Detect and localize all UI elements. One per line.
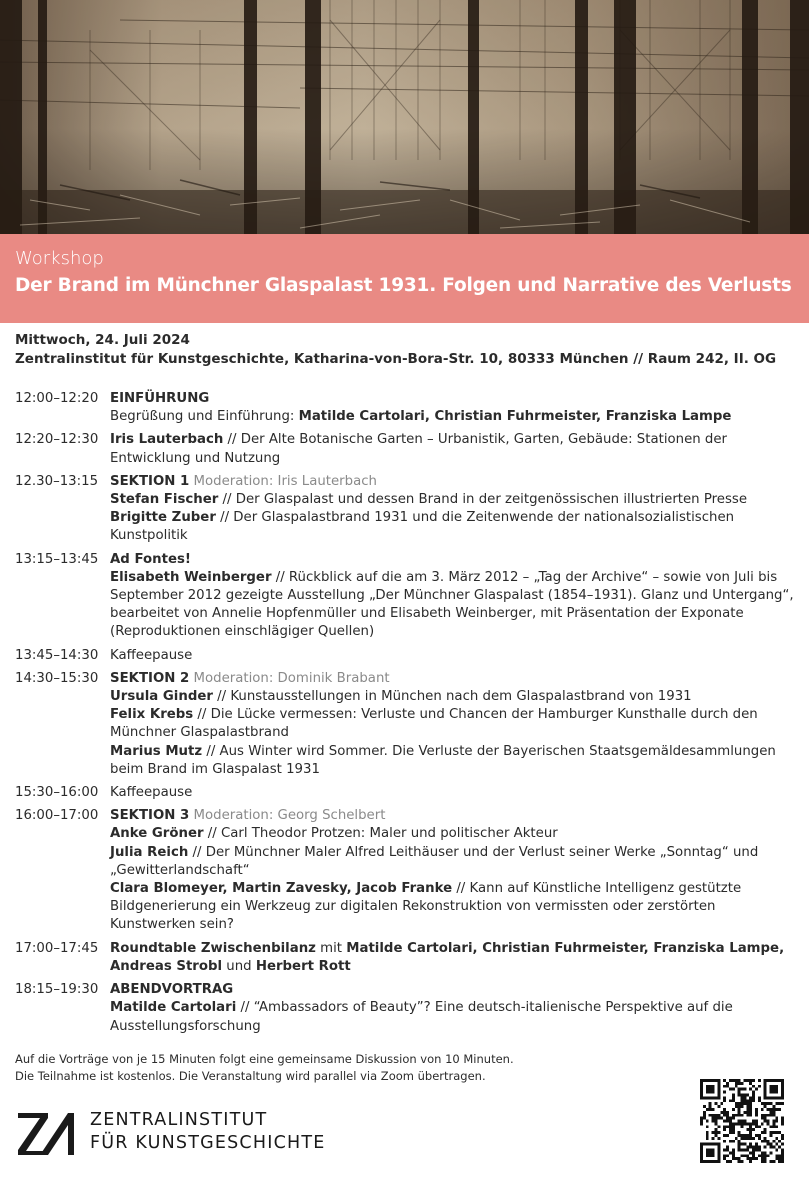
schedule-line [110, 431, 795, 467]
schedule-text: // Aus Winter wird Sommer. Die Verluste der Bayerischen Staatsgemäldesammlungen beim Brand im Glaspalast 1931 [110, 743, 776, 777]
moderation-text: Moderation: Dominik Brabant [189, 670, 390, 686]
zi-logo-mark-icon [18, 1113, 80, 1155]
schedule-bold-text: SEKTION 3 [110, 808, 190, 824]
schedule-bold-text: Anke Gröner [110, 826, 204, 842]
logo-line-2: FÜR KUNSTGESCHICHTE [90, 1133, 326, 1153]
schedule-bold-text: Felix Krebs [110, 707, 194, 723]
schedule-text: // Die Lücke vermessen: Verluste und Chancen der Hamburger Kunsthalle durch den Münchner Glaspalastbrand [110, 707, 758, 741]
schedule-line [110, 981, 795, 999]
schedule-time: 12:00–12:20 [15, 391, 99, 406]
footer-notes [15, 1051, 514, 1085]
schedule-line [110, 940, 795, 976]
hero-photo [0, 0, 809, 234]
title-band [0, 234, 809, 323]
schedule-line [110, 390, 795, 408]
schedule-bold-text: Stefan Fischer [110, 492, 219, 508]
schedule-line [110, 807, 795, 825]
event-meta [15, 331, 776, 369]
schedule-time: 12:20–12:30 [15, 432, 99, 448]
schedule-bold-text: EINFÜHRUNG [110, 391, 210, 406]
schedule-text: und [222, 958, 256, 974]
glaspalast-ruins-image [0, 0, 809, 234]
schedule-text: // Kann auf Künstliche Intelligenz gestützte Bildgenerierung ein Werkzeug zur digitalen Rekonstruktion von vermissten oder zerstörten Kunstwerken sein? [110, 881, 742, 933]
note-discussion: Auf die Vorträge von je 15 Minuten folgt eine gemeinsame Diskussion von 10 Minuten. [15, 1052, 514, 1066]
schedule-bold-text: Matilde Cartolari, Christian Fuhrmeister, Franziska Lampe, Andreas Strobl [110, 940, 785, 974]
logo-line-1: ZENTRALINSTITUT [90, 1110, 268, 1130]
zi-logo[interactable] [18, 1110, 338, 1160]
schedule-bold-text: Iris Lauterbach [110, 432, 224, 448]
schedule-content [110, 551, 795, 642]
schedule-text: Kaffeepause [110, 785, 193, 801]
schedule-bold-text: Clara Blomeyer, Martin Zavesky, Jacob Franke [110, 881, 453, 897]
schedule-bold-text: ABENDVORTRAG [110, 982, 234, 998]
schedule-line [110, 743, 795, 779]
schedule-line [110, 784, 795, 802]
schedule-row [15, 473, 795, 546]
schedule-bold-text: Brigitte Zuber [110, 510, 216, 526]
note-participation: Die Teilnahme ist kostenlos. Die Veranstaltung wird parallel via Zoom übertragen. [15, 1069, 486, 1083]
schedule-line [110, 880, 795, 935]
schedule-line [110, 844, 795, 880]
schedule-row [15, 940, 795, 976]
schedule-time: 16:00–17:00 [15, 808, 99, 824]
schedule-text: // Der Glaspalast und dessen Brand in der zeitgenössischen illustrierten Presse [218, 492, 748, 508]
schedule-line [110, 647, 795, 665]
schedule-time: 17:00–17:45 [15, 940, 99, 956]
schedule-line [110, 509, 795, 545]
schedule-line [110, 551, 795, 569]
moderation-text: Moderation: Iris Lauterbach [189, 473, 377, 489]
schedule-content [110, 940, 795, 976]
schedule-content [110, 784, 795, 802]
schedule-bold-text: SEKTION 1 [110, 473, 190, 489]
schedule-text: // Carl Theodor Protzen: Maler und politischer Akteur [203, 826, 558, 842]
schedule-line [110, 491, 795, 509]
qr-code[interactable] [700, 1079, 784, 1163]
event-title: Der Brand im Münchner Glaspalast 1931. Folgen und Narrative des Verlusts [15, 275, 792, 296]
schedule-row [15, 670, 795, 779]
schedule-row [15, 551, 795, 642]
schedule-time: 13:45–14:30 [15, 647, 99, 663]
schedule-row [15, 807, 795, 934]
schedule-bold-text: Ursula Ginder [110, 689, 213, 705]
schedule-text: // Kunstausstellungen in München nach dem Glaspalastbrand von 1931 [212, 689, 692, 705]
schedule-row [15, 431, 795, 467]
schedule-time: 18:15–19:30 [15, 982, 99, 998]
schedule-text: // Der Münchner Maler Alfred Leithäuser und der Verlust seiner Werke „Sonntag“ und „Gewitterlandschaft“ [110, 844, 759, 878]
schedule-line [110, 706, 795, 742]
schedule-line [110, 473, 795, 491]
schedule-bold-text: Julia Reich [110, 844, 189, 860]
schedule-text: Kaffeepause [110, 647, 193, 663]
schedule-time: 15:30–16:00 [15, 785, 99, 801]
schedule-content [110, 807, 795, 934]
schedule [15, 390, 795, 1041]
event-type: Workshop [15, 248, 104, 269]
schedule-line [110, 569, 795, 642]
schedule-bold-text: Matilde Cartolari, Christian Fuhrmeister, Franziska Lampe [298, 409, 732, 425]
schedule-bold-text: Ad Fontes! [110, 551, 191, 567]
schedule-content [110, 647, 795, 665]
schedule-time: 14:30–15:30 [15, 670, 99, 686]
schedule-row [15, 647, 795, 665]
schedule-bold-text: Elisabeth Weinberger [110, 569, 272, 585]
schedule-time: 12.30–13:15 [15, 473, 99, 489]
schedule-text: // Der Alte Botanische Garten – Urbanistik, Garten, Gebäude: Stationen der Entwicklung und Nutzung [110, 432, 728, 466]
schedule-line [110, 825, 795, 843]
schedule-bold-text: Matilde Cartolari [110, 1000, 237, 1016]
event-location: Zentralinstitut für Kunstgeschichte, Katharina-von-Bora-Str. 10, 80333 München // Raum 242, II. OG [15, 351, 777, 367]
schedule-row [15, 981, 795, 1036]
schedule-bold-text: Marius Mutz [110, 743, 203, 759]
schedule-bold-text: Herbert Rott [255, 958, 351, 974]
schedule-text: mit [315, 940, 347, 956]
moderation-text: Moderation: Georg Schelbert [189, 808, 386, 824]
qr-code-icon [700, 1079, 784, 1163]
schedule-row [15, 390, 795, 426]
schedule-text: // Der Glaspalastbrand 1931 und die Zeitenwende der nationalsozialistischen Kunstpolitik [110, 510, 735, 544]
schedule-text: // Rückblick auf die am 3. März 2012 – „Tag der Archive“ – sowie von Juli bis September 2012 gezeigte Ausstellung „Der Münchner Glaspalast (1854–1931). Glanz und Untergang“, bearbeitet von Annelie Hopfenmüller und Elisabeth Weinberger, mit Präsentation der Exponate (Reproduktionen einschlägiger Quellen) [110, 569, 794, 640]
schedule-content [110, 981, 795, 1036]
event-date: Mittwoch, 24. Juli 2024 [15, 332, 190, 348]
schedule-content [110, 473, 795, 546]
schedule-text: Begrüßung und Einführung: [110, 409, 299, 425]
schedule-content [110, 431, 795, 467]
schedule-time: 13:15–13:45 [15, 551, 99, 567]
schedule-line [110, 999, 795, 1035]
schedule-text: // “Ambassadors of Beauty”? Eine deutsch-italienische Perspektive auf die Ausstellungsforschung [110, 1000, 733, 1034]
schedule-bold-text: SEKTION 2 [110, 670, 190, 686]
schedule-row [15, 784, 795, 802]
schedule-line [110, 670, 795, 688]
schedule-line [110, 408, 795, 426]
schedule-bold-text: Roundtable Zwischenbilanz [110, 940, 316, 956]
schedule-content [110, 390, 795, 426]
schedule-line [110, 688, 795, 706]
schedule-content [110, 670, 795, 779]
